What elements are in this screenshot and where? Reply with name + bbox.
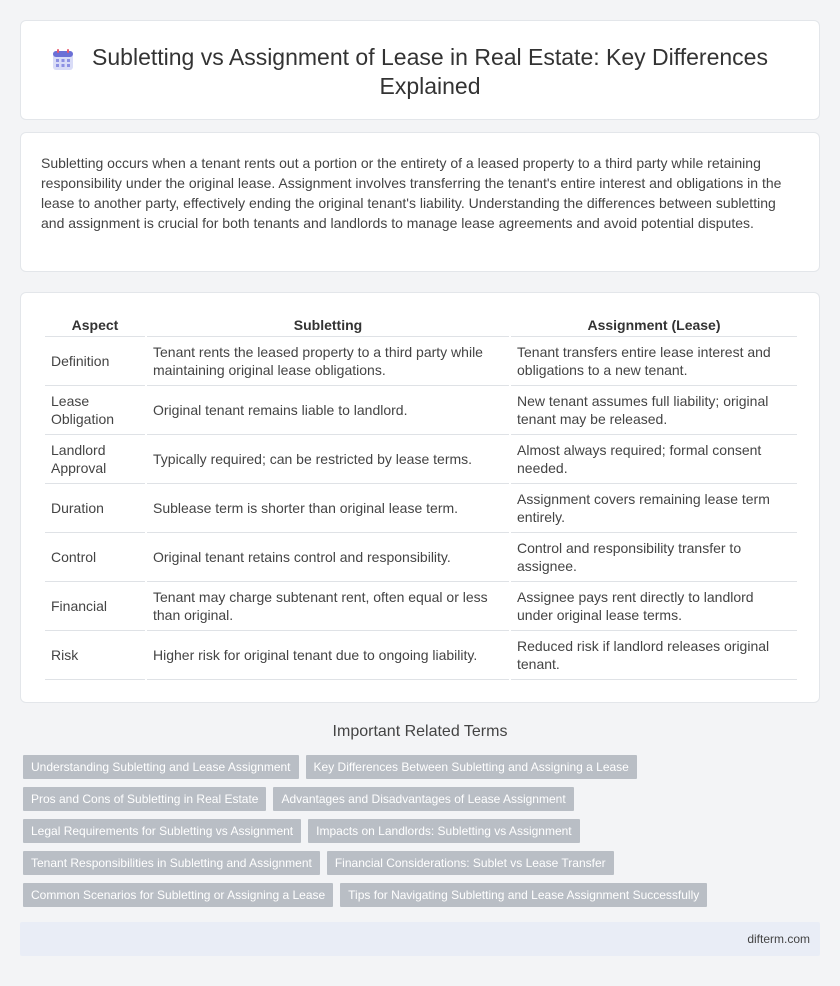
table-row — [45, 484, 797, 533]
table-cell-aspect: Control — [45, 533, 145, 582]
footer — [20, 922, 820, 956]
tag-row — [23, 851, 823, 875]
table-cell-assignment: Control and responsibility transfer to assignee. — [511, 533, 797, 582]
table-cell-subletting: Typically required; can be restricted by lease terms. — [147, 435, 509, 484]
page-title: Subletting vs Assignment of Lease in Real Estate: Key Differences Explained — [92, 44, 768, 99]
intro-card — [20, 132, 820, 272]
header-aspect: Aspect — [45, 315, 145, 337]
tag-row — [23, 883, 823, 907]
related-term-link[interactable]: Impacts on Landlords: Subletting vs Assignment — [308, 819, 579, 843]
table-cell-assignment: Assignment covers remaining lease term entirely. — [511, 484, 797, 533]
related-term-link[interactable]: Tips for Navigating Subletting and Lease Assignment Successfully — [340, 883, 707, 907]
table-row — [45, 533, 797, 582]
related-term-link[interactable]: Advantages and Disadvantages of Lease Assignment — [273, 787, 573, 811]
footer-site-link[interactable]: difterm.com — [747, 932, 810, 946]
table-cell-subletting: Tenant rents the leased property to a third party while maintaining original lease obligations. — [147, 337, 509, 386]
table-cell-subletting: Higher risk for original tenant due to ongoing liability. — [147, 631, 509, 680]
related-term-link[interactable]: Financial Considerations: Sublet vs Lease Transfer — [327, 851, 614, 875]
table-cell-aspect: Risk — [45, 631, 145, 680]
intro-paragraph: Subletting occurs when a tenant rents out a portion or the entirety of a leased property to a third party while retaining responsibility under the original lease. Assignment involves transferring the tenant's entire interest and obligations in the lease to another party, effectively ending the original tenant's liability. Understanding the differences between subletting and assignment is crucial for both tenants and landlords to manage lease agreements and avoid potential disputes. — [41, 155, 782, 231]
table-row — [45, 435, 797, 484]
table-cell-aspect: Lease Obligation — [45, 386, 145, 435]
related-term-link[interactable]: Pros and Cons of Subletting in Real Estate — [23, 787, 266, 811]
table-row — [45, 337, 797, 386]
related-term-link[interactable]: Understanding Subletting and Lease Assignment — [23, 755, 299, 779]
header-assignment: Assignment (Lease) — [511, 315, 797, 337]
related-term-link[interactable]: Common Scenarios for Subletting or Assigning a Lease — [23, 883, 333, 907]
table-row — [45, 386, 797, 435]
related-term-link[interactable]: Key Differences Between Subletting and Assigning a Lease — [306, 755, 637, 779]
related-terms-title: Important Related Terms — [332, 723, 508, 740]
tag-row — [23, 755, 823, 779]
tag-row — [23, 787, 823, 811]
table-cell-assignment: New tenant assumes full liability; original tenant may be released. — [511, 386, 797, 435]
table-row — [45, 631, 797, 680]
table-cell-assignment: Almost always required; formal consent needed. — [511, 435, 797, 484]
related-term-link[interactable]: Tenant Responsibilities in Subletting and Assignment — [23, 851, 320, 875]
table-cell-subletting: Sublease term is shorter than original lease term. — [147, 484, 509, 533]
table-cell-subletting: Original tenant remains liable to landlord. — [147, 386, 509, 435]
table-cell-assignment: Tenant transfers entire lease interest and obligations to a new tenant. — [511, 337, 797, 386]
table-cell-aspect: Definition — [45, 337, 145, 386]
table-cell-subletting: Original tenant retains control and responsibility. — [147, 533, 509, 582]
table-cell-assignment: Reduced risk if landlord releases original tenant. — [511, 631, 797, 680]
table-cell-assignment: Assignee pays rent directly to landlord under original lease terms. — [511, 582, 797, 631]
header-subletting: Subletting — [147, 315, 509, 337]
tag-row — [23, 819, 823, 843]
related-term-link[interactable]: Legal Requirements for Subletting vs Assignment — [23, 819, 301, 843]
comparison-table — [43, 315, 799, 680]
related-terms-list — [23, 755, 823, 915]
table-header-row — [45, 315, 797, 337]
comparison-table-card — [20, 292, 820, 703]
table-cell-aspect: Landlord Approval — [45, 435, 145, 484]
table-cell-subletting: Tenant may charge subtenant rent, often equal or less than original. — [147, 582, 509, 631]
table-row — [45, 582, 797, 631]
header-card — [20, 20, 820, 120]
table-cell-aspect: Duration — [45, 484, 145, 533]
table-cell-aspect: Financial — [45, 582, 145, 631]
